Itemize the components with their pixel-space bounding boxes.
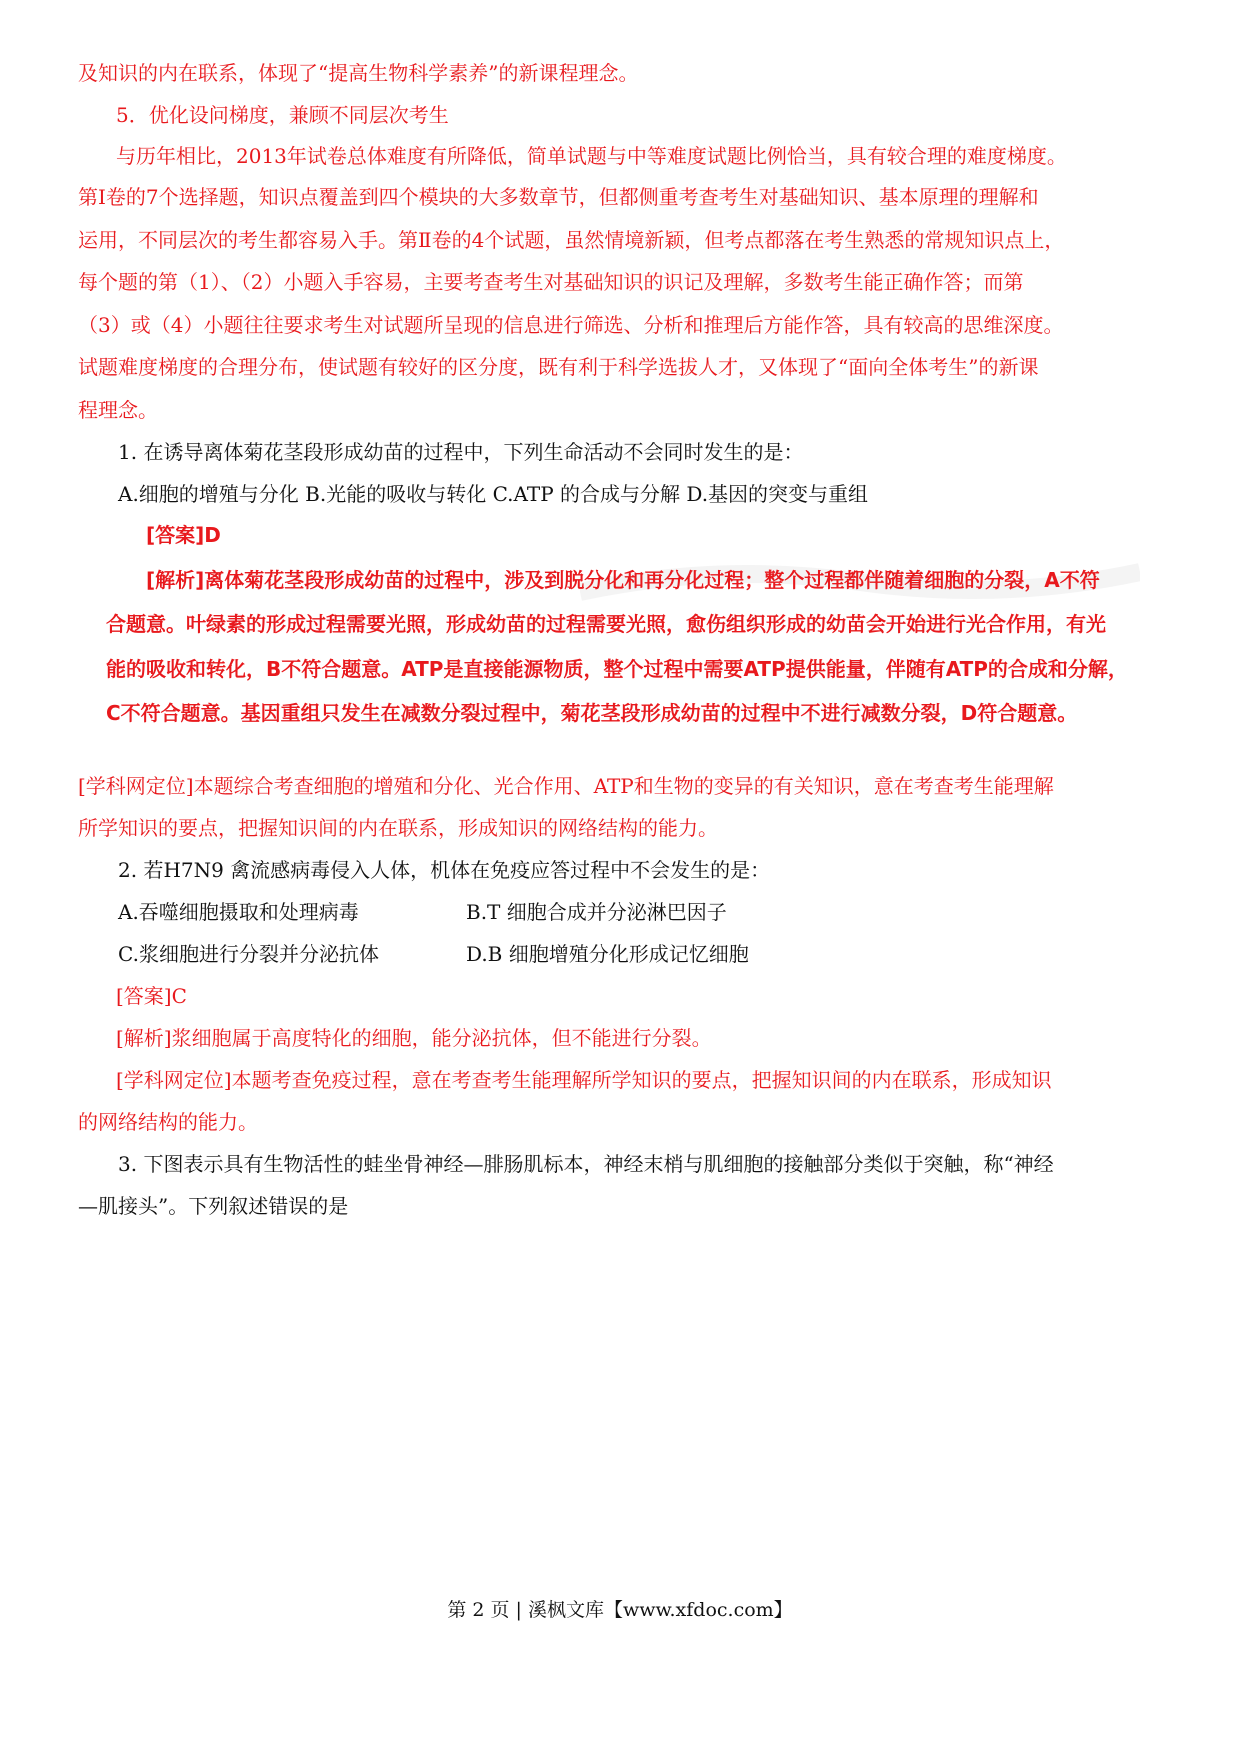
option-d: D.B 细胞增殖分化形成记忆细胞 [466,942,749,966]
location-note: 所学知识的要点，把握知识间的内在联系，形成知识的网络结构的能力。 [78,816,718,840]
answer-label: [答案]D [146,523,221,547]
option-b: B.T 细胞合成并分泌淋巴因子 [466,900,727,924]
analysis-line: 能的吸收和转化，B不符合题意。ATP是直接能源物质，整个过程中需要ATP提供能量，伴随有ATP的合成和分解， [106,657,1128,681]
paragraph-line: （3）或（4）小题往往要求考生对试题所呈现的信息进行筛选、分析和推理后方能作答，具有较高的思维深度。 [78,313,1064,337]
analysis-line: [解析]离体菊花茎段形成幼苗的过程中，涉及到脱分化和再分化过程；整个过程都伴随着细胞的分裂，A不符 [146,568,1100,592]
question-2: 2. 若H7N9 禽流感病毒侵入人体，机体在免疫应答过程中不会发生的是： [118,858,771,882]
paragraph-line: 与历年相比，2013年试卷总体难度有所降低，简单试题与中等难度试题比例恰当，具有较合理的难度梯度。 [116,144,1067,168]
analysis-line: C不符合题意。基因重组只发生在减数分裂过程中，菊花茎段形成幼苗的过程中不进行减数分裂，D符合题意。 [106,701,1078,725]
paragraph-line: 程理念。 [78,398,158,422]
location-note: [学科网定位]本题考查免疫过程，意在考查考生能理解所学知识的要点，把握知识间的内在联系，形成知识 [116,1068,1052,1092]
section-heading: 5．优化设问梯度，兼顾不同层次考生 [116,103,449,127]
question-3: 3. 下图表示具有生物活性的蛙坐骨神经—腓肠肌标本，神经末梢与肌细胞的接触部分类似于突触，称“神经 [118,1152,1054,1176]
question-1: 1. 在诱导离体菊花茎段形成幼苗的过程中，下列生命活动不会同时发生的是： [118,440,804,464]
paragraph-line: 运用，不同层次的考生都容易入手。第Ⅱ卷的4个试题，虽然情境新颖，但考点都落在考生熟悉的常规知识点上， [78,228,1065,252]
analysis-line: [解析]浆细胞属于高度特化的细胞，能分泌抗体，但不能进行分裂。 [116,1026,712,1050]
page-footer: 第 2 页 | 溪枫文库【www.xfdoc.com】 [447,1599,793,1621]
location-note: [学科网定位]本题综合考查细胞的增殖和分化、光合作用、ATP和生物的变异的有关知识，意在考查考生能理解 [78,774,1054,798]
option-c: C.浆细胞进行分裂并分泌抗体 [118,942,379,966]
location-note: 的网络结构的能力。 [78,1110,258,1134]
question-1-options: A.细胞的增殖与分化 B.光能的吸收与转化 C.ATP 的合成与分解 D.基因的突变与重组 [118,482,869,506]
paragraph-line: 试题难度梯度的合理分布，使试题有较好的区分度，既有利于科学选拔人才，又体现了“面向全体考生”的新课 [78,355,1039,379]
question-3-cont: —肌接头”。下列叙述错误的是 [78,1194,349,1218]
analysis-line: 合题意。叶绿素的形成过程需要光照，形成幼苗的过程需要光照，愈伤组织形成的幼苗会开始进行光合作用，有光 [106,612,1106,636]
paragraph-line: 第Ⅰ卷的7个选择题，知识点覆盖到四个模块的大多数章节，但都侧重考查考生对基础知识、基本原理的理解和 [78,185,1039,209]
paragraph-line: 每个题的第（1）、（2）小题入手容易，主要考查考生对基础知识的识记及理解，多数考生能正确作答；而第 [78,270,1024,294]
option-a: A.吞噬细胞摄取和处理病毒 [118,900,359,924]
answer-label: [答案]C [116,984,187,1008]
paragraph-line: 及知识的内在联系，体现了“提高生物科学素养”的新课程理念。 [78,61,639,85]
